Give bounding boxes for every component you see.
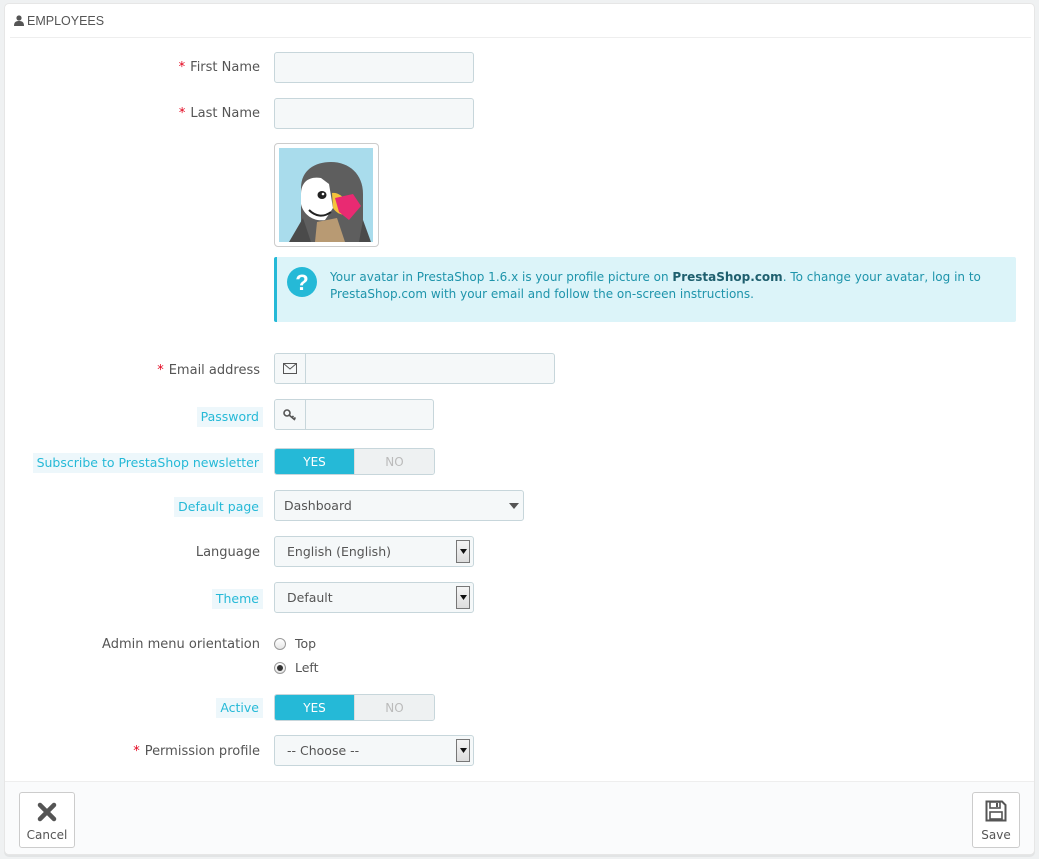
save-button[interactable] — [972, 792, 1020, 848]
first-name-label: * First Name — [178, 60, 260, 75]
password-field[interactable] — [274, 399, 434, 430]
newsletter-label: Subscribe to PrestaShop newsletter — [33, 453, 263, 473]
language-value: English (English) — [287, 544, 391, 559]
panel-heading — [10, 4, 1031, 38]
password-label: Password — [197, 407, 263, 427]
newsletter-switch[interactable] — [274, 448, 435, 475]
dropdown-arrow-icon[interactable] — [456, 586, 470, 609]
radio-top[interactable] — [274, 638, 286, 650]
required-asterisk: * — [178, 106, 186, 121]
avatar — [274, 143, 379, 247]
last-name-label: * Last Name — [178, 106, 260, 121]
newsletter-no-option[interactable]: NO — [354, 449, 434, 474]
default-page-value: Dashboard — [284, 498, 352, 513]
email-label: * Email address — [157, 363, 260, 378]
user-icon — [14, 15, 24, 26]
cancel-label: Cancel — [26, 828, 68, 842]
required-asterisk: * — [178, 60, 186, 75]
prestashop-link[interactable]: PrestaShop.com — [672, 270, 783, 284]
caret-down-icon — [509, 503, 519, 509]
avatar-info-text: Your avatar in PrestaShop 1.6.x is your profile picture on PrestaShop.com. To change your avatar, log in to PrestaShop.com with your email and follow the on-screen instructions. — [330, 270, 981, 301]
avatar-image — [279, 148, 373, 242]
default-page-label: Default page — [174, 497, 263, 517]
radio-left[interactable] — [274, 662, 286, 674]
required-asterisk: * — [157, 363, 164, 378]
menu-orientation-label: Admin menu orientation — [102, 637, 260, 652]
active-no-option[interactable]: NO — [354, 695, 434, 720]
email-field[interactable] — [274, 353, 555, 384]
permission-profile-value: -- Choose -- — [287, 743, 360, 758]
orientation-left-option[interactable]: Left — [274, 660, 319, 675]
default-page-select[interactable] — [274, 490, 524, 521]
dropdown-arrow-icon[interactable] — [456, 739, 470, 762]
permission-profile-select[interactable] — [274, 735, 474, 766]
required-asterisk: * — [133, 744, 140, 759]
orientation-top-option[interactable]: Top — [274, 636, 316, 651]
active-yes-option[interactable]: YES — [275, 695, 354, 720]
save-label: Save — [981, 828, 1011, 842]
avatar-info-alert — [274, 257, 1016, 322]
employee-form-panel — [4, 3, 1035, 855]
key-icon — [275, 400, 306, 429]
first-name-input[interactable] — [274, 52, 474, 83]
language-select[interactable] — [274, 536, 474, 567]
floppy-disk-icon — [985, 800, 1007, 822]
permission-profile-label: * Permission profile — [133, 744, 260, 759]
envelope-icon — [275, 354, 306, 383]
panel-title: EMPLOYEES — [27, 13, 105, 28]
active-label: Active — [216, 698, 263, 718]
panel-footer — [5, 781, 1034, 854]
language-label: Language — [195, 545, 260, 560]
question-icon: ? — [287, 267, 317, 297]
dropdown-arrow-icon[interactable] — [456, 540, 470, 563]
theme-label: Theme — [212, 589, 263, 609]
theme-value: Default — [287, 590, 333, 605]
close-icon — [37, 802, 57, 822]
cancel-button[interactable] — [19, 792, 75, 848]
active-switch[interactable] — [274, 694, 435, 721]
newsletter-yes-option[interactable]: YES — [275, 449, 354, 474]
theme-select[interactable] — [274, 582, 474, 613]
last-name-input[interactable] — [274, 98, 474, 129]
